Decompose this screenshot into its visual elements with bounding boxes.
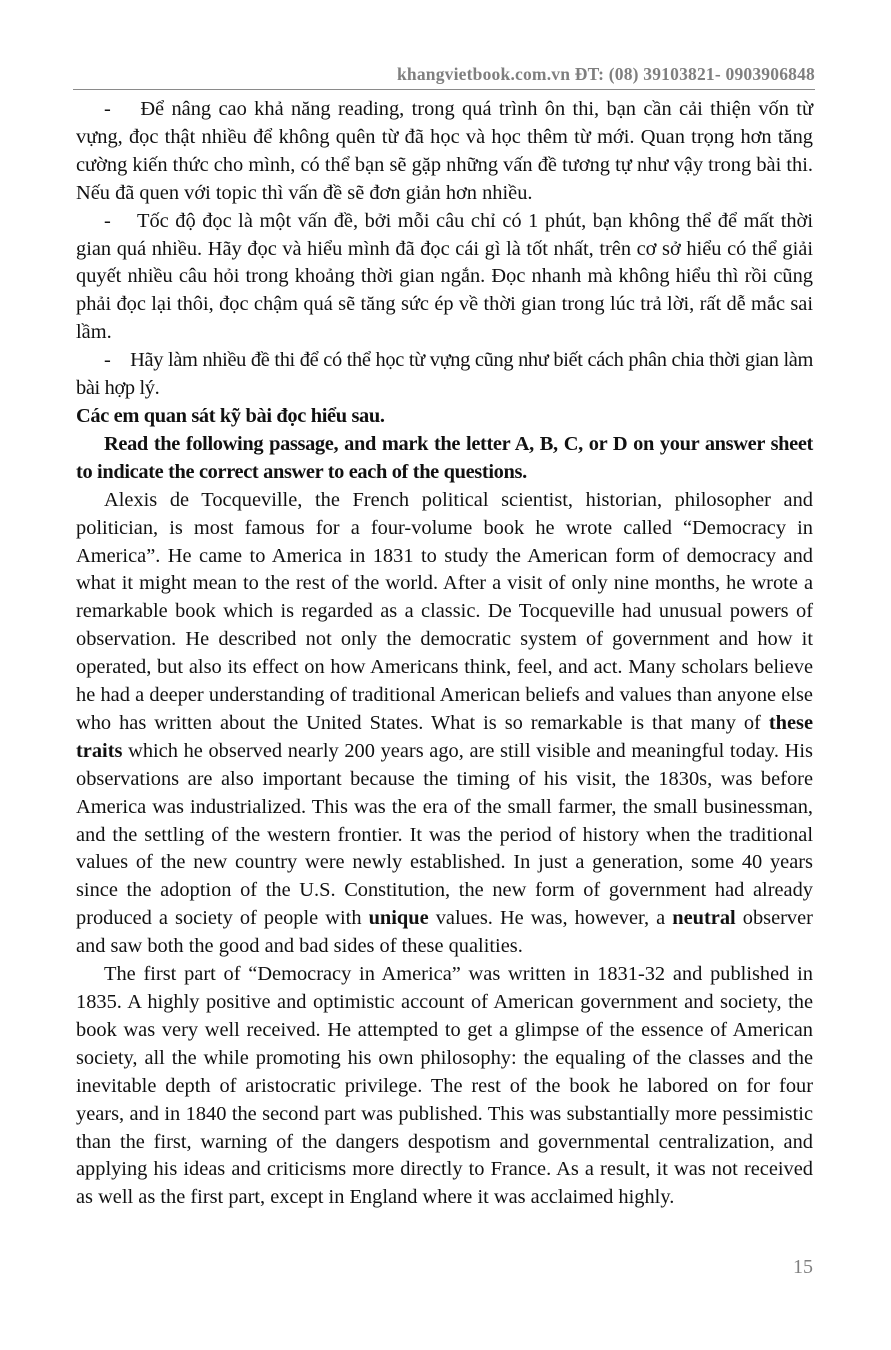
tip-text: Tốc độ đọc là một vấn đề, bởi mỗi câu chỉ có 1 phút, bạn không thể để mất thời gian quá nhiều. Hãy đọc và hiểu mình đã đọc cái gì là tốt nhất, trên cơ sở hiểu có thể giải quyết nhiều câu hỏi trong khoảng thời gian ngắn. Đọc nhanh mà không hiểu thì rồi cũng phải đọc lại thôi, đọc chậm quá sẽ tăng sức ép về thời gian trong lúc trả lời, rất dễ mắc sai lầm. [76, 209, 813, 344]
highlighted-word-unique: unique [368, 907, 429, 930]
section-heading: Các em quan sát kỹ bài đọc hiểu sau. [76, 404, 385, 427]
tip-bullet: - [104, 349, 111, 372]
highlighted-word-neutral: neutral [672, 907, 736, 930]
page-body [76, 96, 813, 1212]
page-header: khangvietbook.com.vn ĐT: (08) 39103821- 0903906848 [396, 64, 815, 84]
passage-text: values. He was, however, a [428, 907, 673, 930]
passage-text: which he observed nearly 200 years ago, are still visible and meaningful today. His observations are also important because the timing of his visit, the 1830s, was before America was industrialized. This was the era of the small farmer, the small businessman, and the settling of the western frontier. It was the period of history when the traditional values of the new country were newly established. In just a generation, some 40 years since the adoption of the U.S. Constitution, the new form of government had already produced a society of people with [76, 739, 813, 930]
tip-text: Hãy làm nhiều đề thi để có thể học từ vựng cũng như biết cách phân chia thời gian làm bài hợp lý. [76, 349, 813, 400]
page-number: 15 [793, 1256, 813, 1278]
header-divider [73, 89, 815, 90]
tip-bullet: - [104, 98, 111, 120]
instruction-text: Read the following passage, and mark the letter A, B, C, or D on your answer sheet to indicate the correct answer to each of the questions. [76, 432, 813, 483]
tip-text: Để nâng cao khả năng reading, trong quá trình ôn thi, bạn cần cải thiện vốn từ vựng, đọc thật nhiều để không quên từ đã học và học thêm từ mới. Quan trọng hơn tăng cường kiến thức cho mình, có thể bạn sẽ gặp những vấn đề tương tự như vậy trong bài thi. Nếu đã quen với topic thì vấn đề sẽ đơn giản hơn nhiều. [76, 98, 814, 204]
passage-text: Alexis de Tocqueville, the French political scientist, historian, philosopher and politician, is most famous for a four-volume book he wrote called “Democracy in America”. He came to America in 1831 to study the American form of democracy and what it might mean to the rest of the world. After a visit of only nine months, he wrote a remarkable book which is regarded as a classic. De Tocqueville had unusual powers of observation. He described not only the democratic system of government and how it operated, but also its effect on how Americans think, feel, and act. Many scholars believe he had a deeper understanding of traditional American beliefs and values than anyone else who has written about the United States. What is so remarkable is that many of [76, 488, 813, 734]
tip-item [76, 96, 813, 208]
tip-item [76, 208, 813, 348]
tip-item [76, 347, 813, 403]
passage-paragraph-2: The first part of “Democracy in America” was written in 1831-32 and published in 1835. A highly positive and optimistic account of American government and society, the book was very well received. He attempted to get a glimpse of the essence of American society, all the while promoting his own philosophy: the equaling of the classes and the inevitable depth of aristocratic privilege. The rest of the book he labored on for four years, and in 1840 the second part was published. This was substantially more pessimistic than the first, warning of the dangers despotism and governmental centralization, and applying his ideas and criticisms more directly to France. As a result, it was not received as well as the first part, except in England where it was acclaimed highly. [76, 963, 813, 1209]
passage-paragraph-1 [76, 487, 813, 961]
highlighted-phrase-these-traits: these traits [76, 711, 813, 762]
passage-text: observer and saw both the good and bad sides of these qualities. [76, 907, 813, 958]
tip-bullet: - [104, 209, 111, 232]
